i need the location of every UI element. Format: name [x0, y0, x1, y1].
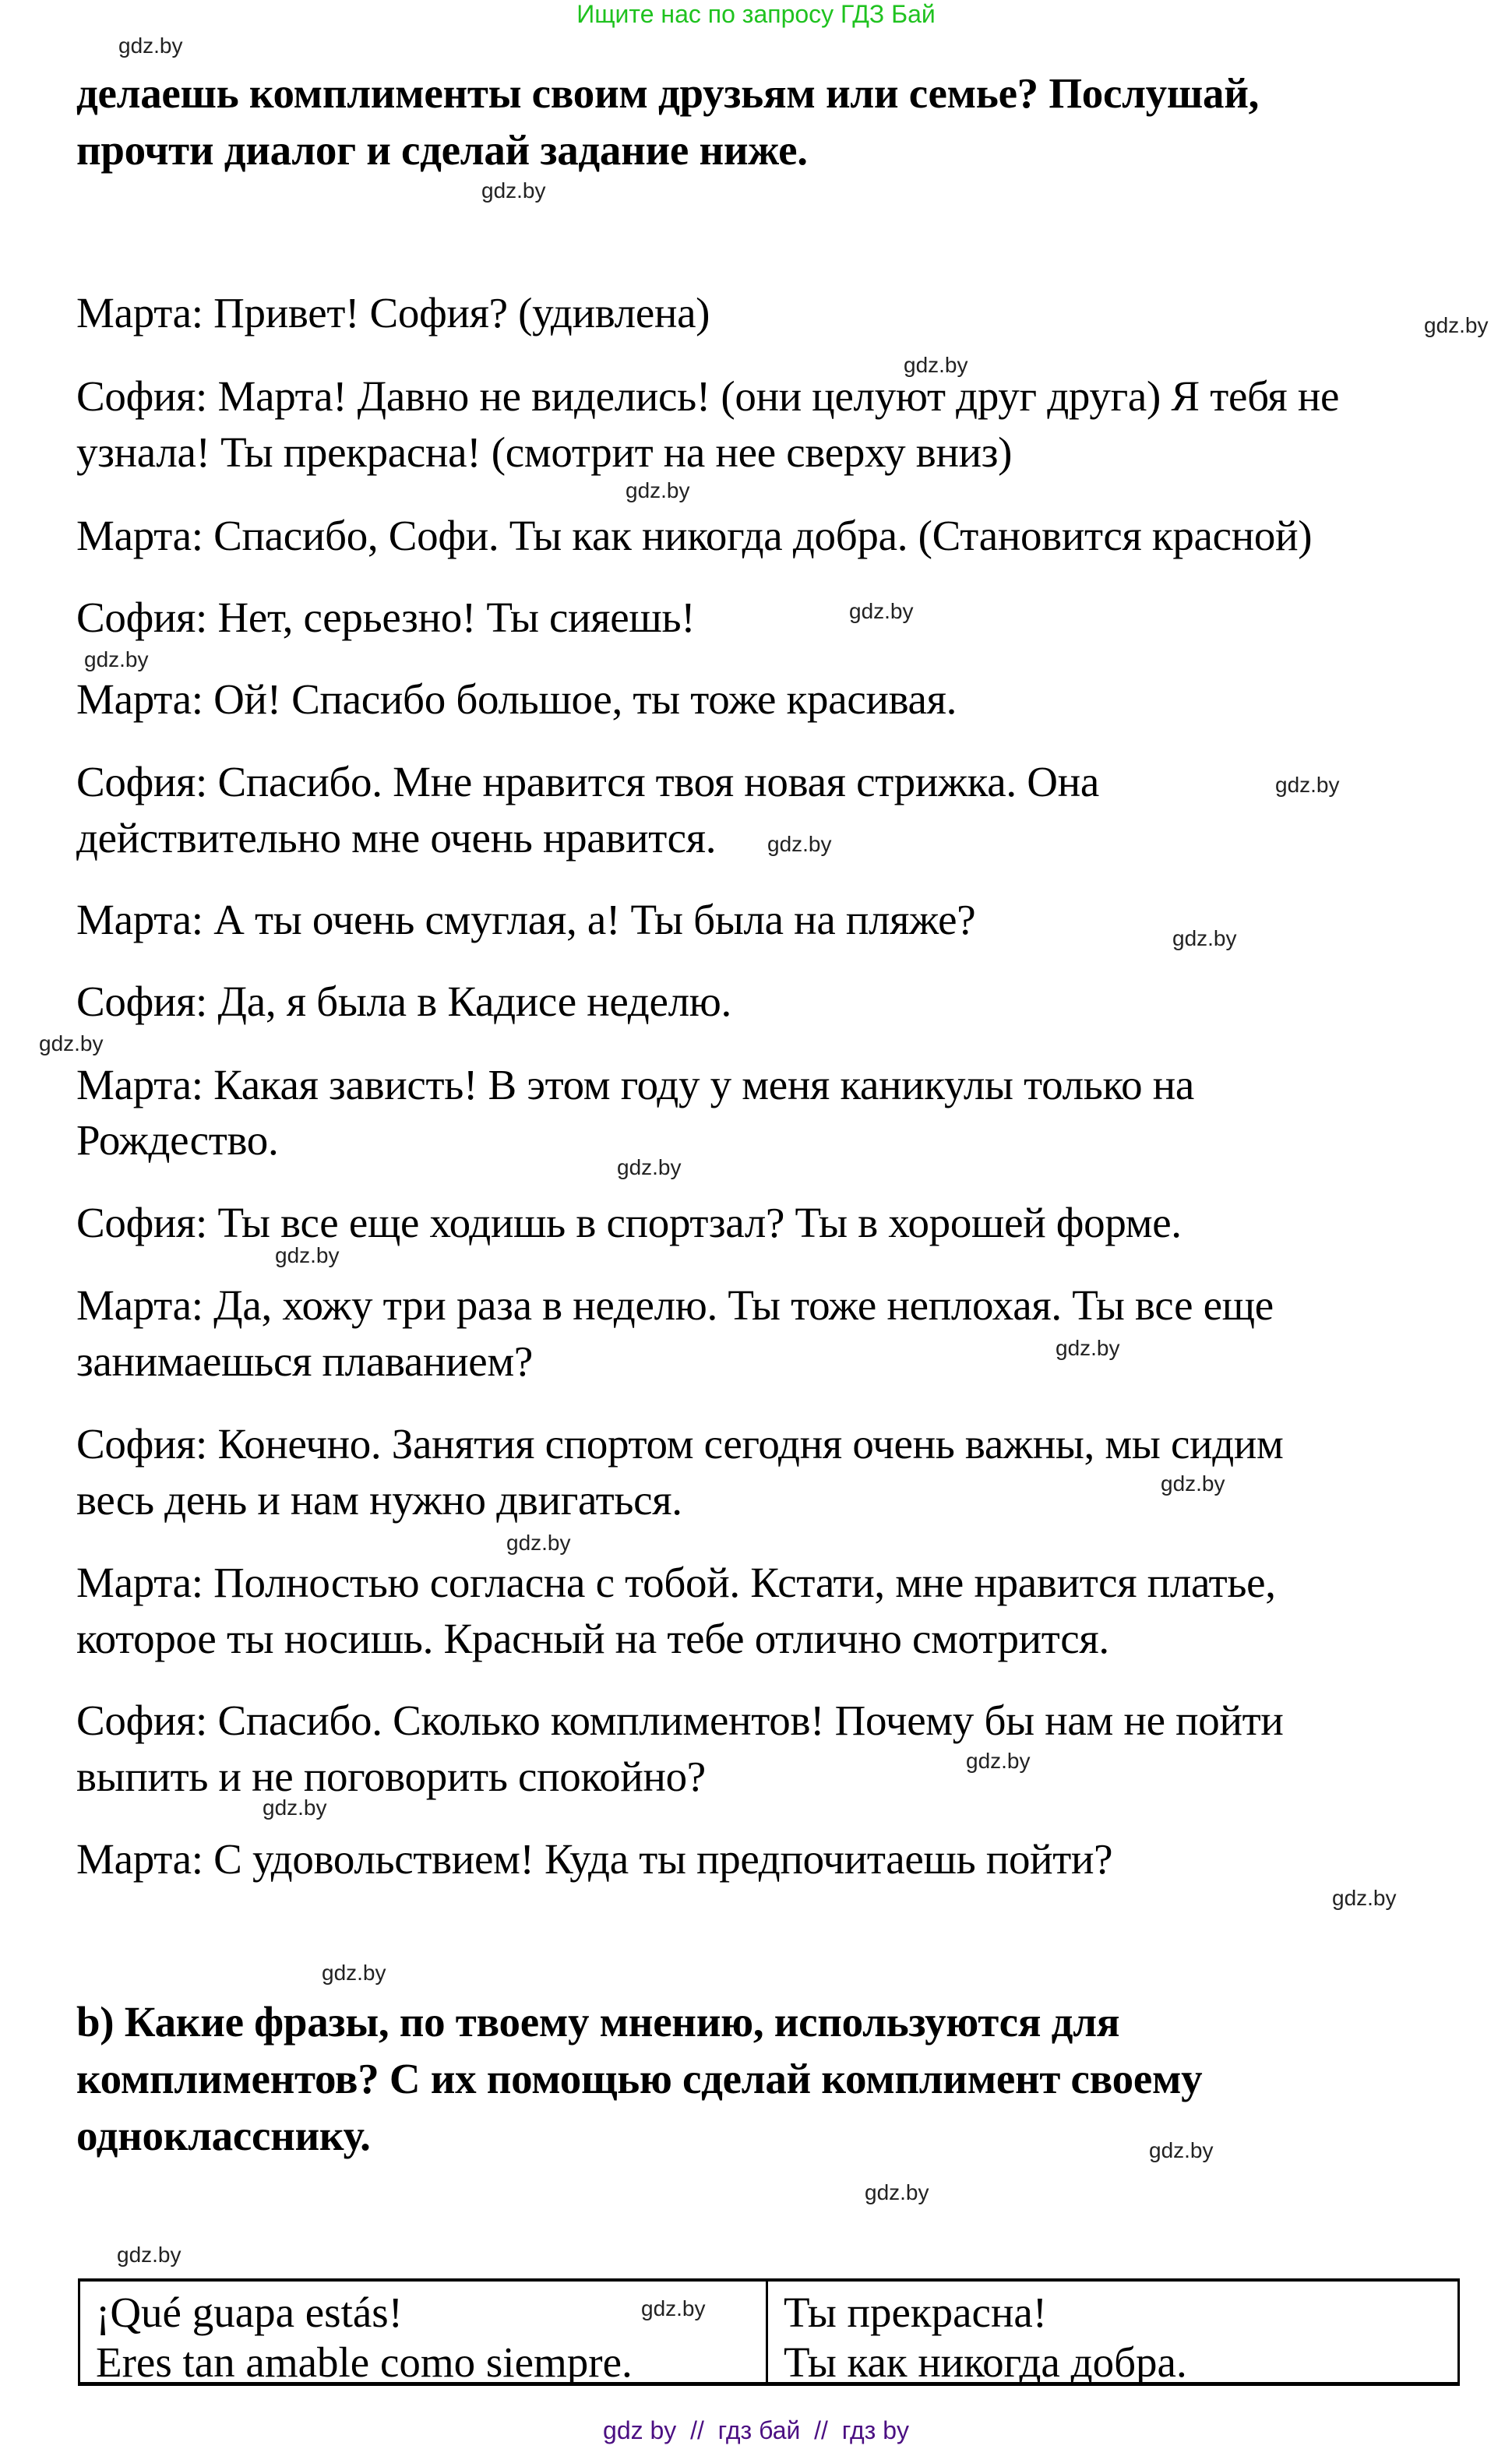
watermark: gdz.by	[84, 647, 149, 671]
watermark: gdz.by	[641, 2296, 706, 2320]
watermark: gdz.by	[275, 1243, 340, 1267]
spanish-phrase: Eres tan amable como siempre.	[96, 2338, 633, 2386]
dialogue-line: Марта: Привет! София? (удивлена)	[76, 289, 710, 337]
dialogue-line: Марта: Ой! Спасибо большое, ты тоже красивая.	[76, 675, 957, 723]
phrase-table	[78, 2278, 1460, 2386]
dialogue-line: выпить и не поговорить спокойно?	[76, 1753, 706, 1800]
dialogue-line: которое ты носишь. Красный на тебе отлично смотрится.	[76, 1615, 1109, 1662]
watermark: gdz.by	[1172, 926, 1237, 950]
watermark: gdz.by	[767, 832, 832, 856]
dialogue-line: София: Конечно. Занятия спортом сегодня очень важны, мы сидим	[76, 1420, 1284, 1468]
dialogue-line: София: Да, я была в Кадисе неделю.	[76, 978, 731, 1025]
task-b-line: комплиментов? С их помощью сделай комплимент своему	[76, 2055, 1203, 2102]
dialogue-line: Марта: Полностью согласна с тобой. Кстати, мне нравится платье,	[76, 1559, 1276, 1606]
watermark: gdz.by	[506, 1531, 571, 1555]
intro-line: прочти диалог и сделай задание ниже.	[76, 126, 808, 174]
dialogue-line: Марта: С удовольствием! Куда ты предпочитаешь пойти?	[76, 1835, 1113, 1883]
task-b-line: однокласснику.	[76, 2112, 371, 2159]
dialogue-line: Рождество.	[76, 1116, 279, 1164]
dialogue-line: София: Спасибо. Сколько комплиментов! Почему бы нам не пойти	[76, 1697, 1284, 1744]
watermark: gdz.by	[617, 1155, 682, 1179]
watermark: gdz.by	[904, 353, 968, 377]
watermark: gdz.by	[481, 178, 546, 203]
watermark: gdz.by	[118, 33, 183, 58]
dialogue-line: узнала! Ты прекрасна! (смотрит на нее сверху вниз)	[76, 428, 1013, 476]
russian-translation: Ты прекрасна!	[784, 2289, 1048, 2336]
dialogue-line: София: Спасибо. Мне нравится твоя новая стрижка. Она	[76, 758, 1099, 805]
intro-line: делаешь комплименты своим друзьям или семье? Послушай,	[76, 69, 1260, 117]
watermark: gdz.by	[1424, 313, 1489, 337]
watermark: gdz.by	[626, 478, 690, 502]
dialogue-line: Марта: А ты очень смуглая, а! Ты была на пляже?	[76, 896, 976, 943]
spanish-phrases-cell	[80, 2282, 768, 2386]
dialogue-line: Марта: Спасибо, Софи. Ты как никогда добра. (Становится красной)	[76, 512, 1313, 559]
watermark: gdz.by	[1332, 1886, 1397, 1910]
watermark: gdz.by	[966, 1749, 1031, 1773]
watermark: gdz.by	[1275, 773, 1340, 797]
spanish-phrase: ¡Qué guapa estás!	[96, 2289, 403, 2336]
header-banner: Ищите нас по запросу ГДЗ Бай	[576, 0, 936, 28]
watermark: gdz.by	[322, 1961, 386, 1985]
watermark: gdz.by	[1056, 1336, 1120, 1360]
russian-translations-cell	[768, 2282, 1457, 2386]
watermark: gdz.by	[1161, 1471, 1225, 1496]
footer-banner: gdz by // гдз бай // гдз by	[603, 2416, 909, 2444]
watermark: gdz.by	[865, 2180, 929, 2204]
russian-translation: Ты как никогда добра.	[784, 2338, 1187, 2386]
dialogue-line: Марта: Да, хожу три раза в неделю. Ты тоже неплохая. Ты все еще	[76, 1281, 1274, 1329]
dialogue-line: Марта: Какая зависть! В этом году у меня каникулы только на	[76, 1061, 1195, 1108]
dialogue-line: занимаешься плаванием?	[76, 1337, 533, 1385]
task-b-line: b) Какие фразы, по твоему мнению, используются для	[76, 1998, 1120, 2046]
watermark: gdz.by	[117, 2243, 182, 2267]
watermark: gdz.by	[849, 599, 914, 623]
watermark: gdz.by	[1149, 2138, 1214, 2162]
watermark: gdz.by	[263, 1795, 327, 1820]
dialogue-line: весь день и нам нужно двигаться.	[76, 1476, 682, 1524]
dialogue-line: София: Нет, серьезно! Ты сияешь!	[76, 594, 696, 641]
dialogue-line: София: Ты все еще ходишь в спортзал? Ты в хорошей форме.	[76, 1199, 1182, 1246]
dialogue-line: София: Марта! Давно не виделись! (они целуют друг друга) Я тебя не	[76, 372, 1340, 420]
watermark: gdz.by	[39, 1031, 104, 1055]
dialogue-line: действительно мне очень нравится.	[76, 814, 717, 862]
